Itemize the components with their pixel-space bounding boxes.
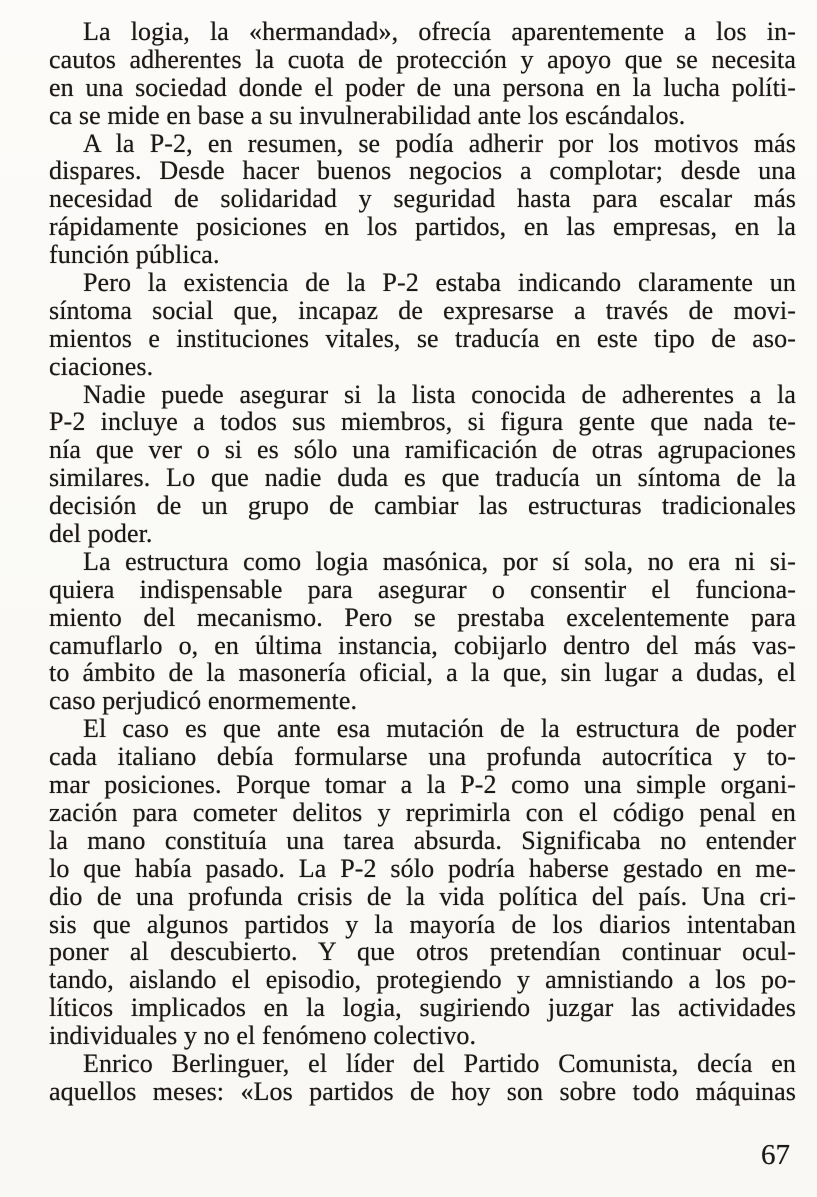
text-line: similares. Lo que nadie duda es que traducía un síntoma de la [49,463,796,493]
text-line: lo que había pasado. La P-2 sólo podría haberse gestado en me- [49,853,796,883]
text-line: miento del mecanismo. Pero se prestaba excelentemente para [49,602,796,632]
text-line: P-2 incluye a todos sus miembros, si figura gente que nada te- [49,407,796,437]
text-line: dio de una profunda crisis de la vida política del país. Una cri- [49,881,796,911]
page-body-text [49,18,796,1106]
text-line: Nadie puede asegurar si la lista conocida de adherentes a la [83,379,796,409]
text-line: individuales y no el fenómeno colectivo. [49,1021,477,1051]
text-line: en una sociedad donde el poder de una persona en la lucha políti- [49,72,796,102]
text-line: A la P-2, en resumen, se podía adherir por los motivos más [83,128,796,158]
text-line: necesidad de solidaridad y seguridad hasta para escalar más [49,184,796,214]
text-line: poner al descubierto. Y que otros pretendían continuar ocul- [49,937,796,967]
text-line: síntoma social que, incapaz de expresarse a través de movi- [49,295,796,325]
text-line: El caso es que ante esa mutación de la estructura de poder [83,714,796,744]
text-line: líticos implicados en la logia, sugiriendo juzgar las actividades [49,993,796,1023]
text-line: Pero la existencia de la P-2 estaba indicando claramente un [83,268,796,298]
text-line: del poder. [49,519,153,549]
text-line: cada italiano debía formularse una profunda autocrítica y to- [49,742,796,772]
text-line: cautos adherentes la cuota de protección y apoyo que se necesita [49,44,796,74]
text-line: camuflarlo o, en última instancia, cobijarlo dentro del más vas- [49,630,796,660]
text-line: tando, aislando el episodio, protegiendo y amnistiando a los po- [49,965,796,995]
text-line: mar posiciones. Porque tomar a la P-2 como una simple organi- [49,770,796,800]
text-line: to ámbito de la masonería oficial, a la que, sin lugar a dudas, el [49,658,796,688]
text-line: Enrico Berlinguer, el líder del Partido Comunista, decía en [83,1048,796,1078]
text-line: zación para cometer delitos y reprimirla con el código penal en [49,797,796,827]
text-line: ciaciones. [49,351,154,381]
text-line: mientos e instituciones vitales, se traducía en este tipo de aso- [49,323,796,353]
text-line: nía que ver o si es sólo una ramificación de otras agrupaciones [49,435,796,465]
text-line: rápidamente posiciones en los partidos, en las empresas, en la [49,212,796,242]
paragraph [49,269,796,381]
text-line: ca se mide en base a su invulnerabilidad ante los escándalos. [49,100,686,130]
paragraph [49,548,796,715]
paragraph [49,381,796,548]
text-line: caso perjudicó enormemente. [49,686,358,716]
text-line: La logia, la «hermandad», ofrecía aparentemente a los in- [83,17,796,46]
text-line: dispares. Desde hacer buenos negocios a complotar; desde una [49,156,796,186]
text-line: aquellos meses: «Los partidos de hoy son sobre todo máquinas [49,1076,796,1106]
text-line: La estructura como logia masónica, por sí sola, no era ni si- [83,546,796,576]
text-line: función pública. [49,240,220,270]
text-line: quiera indispensable para asegurar o consentir el funciona- [49,574,796,604]
text-line: la mano constituía una tarea absurda. Significaba no entender [49,825,796,855]
paragraph [49,130,796,269]
paragraph [49,18,796,130]
text-line: decisión de un grupo de cambiar las estructuras tradicionales [49,491,796,521]
paragraph [49,1050,796,1106]
text-line: sis que algunos partidos y la mayoría de los diarios intentaban [49,909,796,939]
page-number: 67 [761,1139,790,1171]
paragraph [49,715,796,1050]
